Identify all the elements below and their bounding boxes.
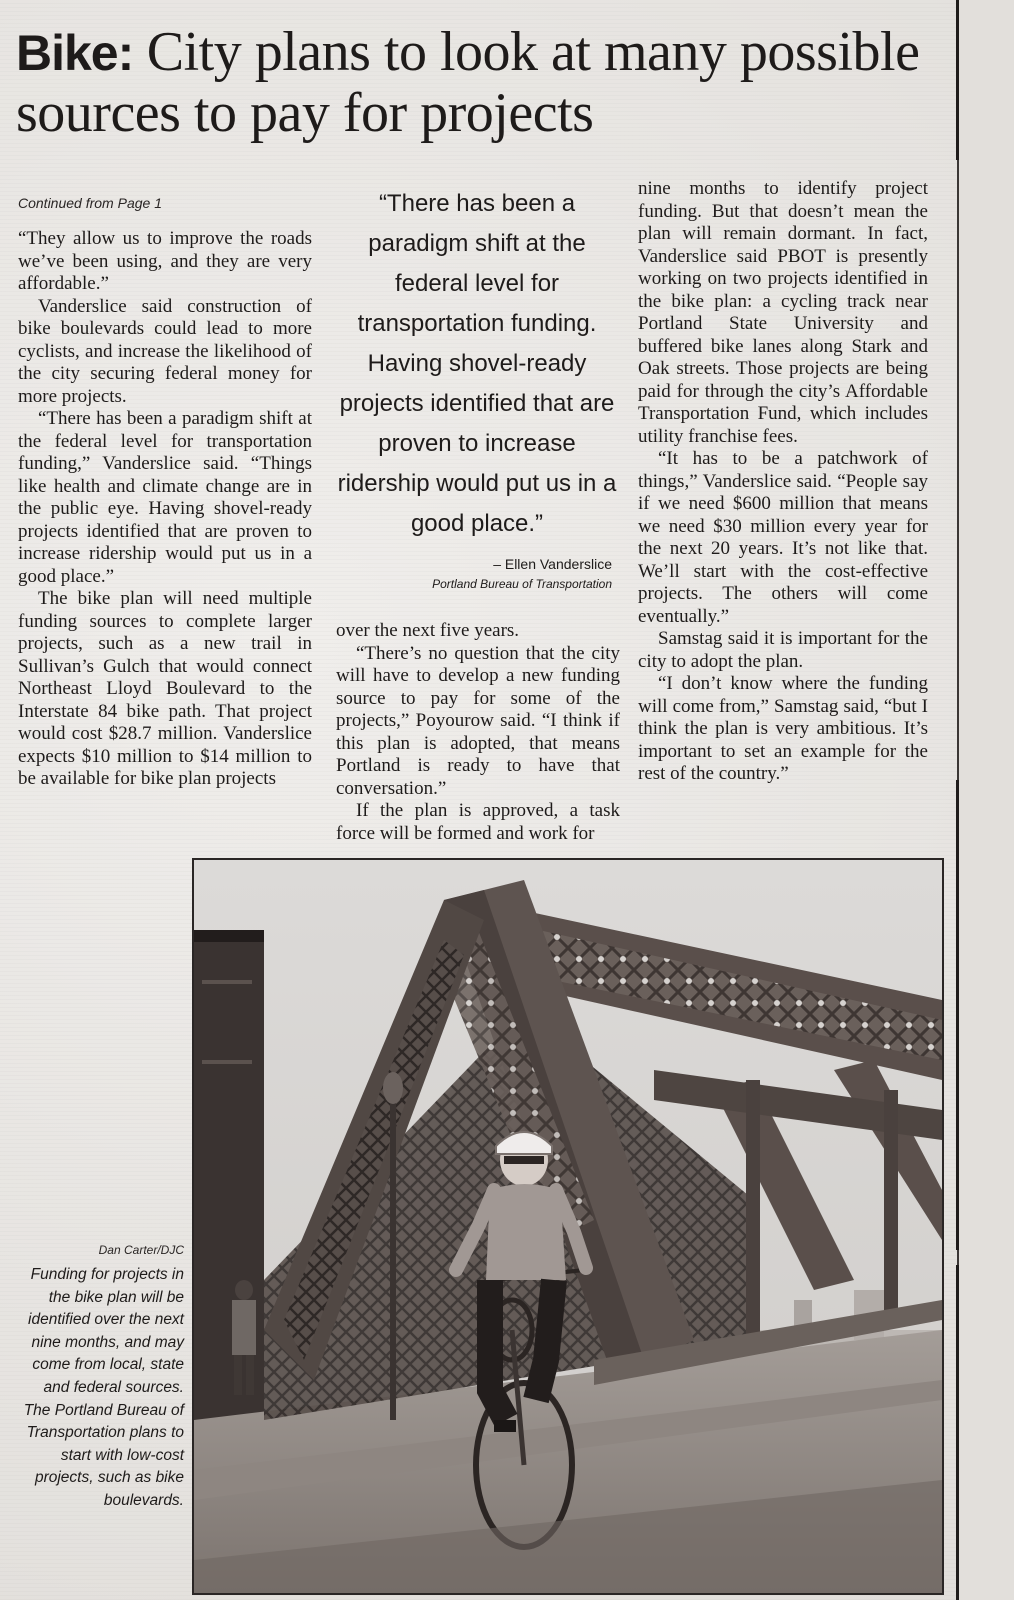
paragraph: “There’s no question that the city will have to develop a new funding source to pay for some of the projects,” Poyourow said. “I think if this plan is adopted, that means Portland is ready to have that conversation.” [336,642,620,799]
pull-quote-org: Portland Bureau of Transportation [432,577,612,591]
bridge-cyclist-photo [192,858,944,1595]
paragraph: “I don’t know where the funding will come from,” Samstag said, “but I think the plan is very ambitious. It’s important to set an example for the rest of the country.” [638,673,928,784]
pull-quote: “There has been a paradigm shift at the federal level for transportation funding. Having shovel-ready projects identified that are proven to increase ridership would put us in a good place.” [337,190,617,537]
headline [16,22,936,143]
column-rule [956,0,959,160]
headline-text: City plans to look at many possible sources to pay for projects [16,21,920,144]
paragraph: Vanderslice said construction of bike boulevards could lead to more cyclists, and increase the likelihood of the city securing federal money for more projects. [18,295,312,407]
column-rule [956,780,959,1250]
paragraph: nine months to identify project funding. But that doesn’t mean the plan will remain dormant. In fact, Vanderslice said PBOT is presently working on two projects identified in the bike plan: a cycling track near Portland State University and buffered bike lanes along Stark and Oak streets. Those projects are being paid for through the city’s Affordable Transportation Fund, which includes utility franchise fees. [638,178,928,447]
paragraph: “There has been a paradigm shift at the federal level for transportation funding,” Vanderslice said. “Things like health and climate change are in the public eye. Having shovel-ready projects identified that are proven to increase ridership would put us in a good place.” [18,408,312,587]
continued-from-label: Continued from Page 1 [18,195,162,211]
paragraph: If the plan is approved, a task force will be formed and work for [336,800,620,844]
paragraph: “It has to be a patchwork of things,” Vanderslice said. “People say if we need $600 million that means we need $30 million every year for the next 20 years. It’s not like that. We’ll start with the cost-effective projects. The others will come eventually.” [638,448,928,627]
paragraph: The bike plan will need multiple funding sources to complete larger projects, such as a new trail in Sullivan’s Gulch that would connect Northeast Lloyd Boulevard to the Interstate 84 bike path. That project would cost $28.7 million. Vanderslice expects $10 million to $14 million to be available for bike plan projects [18,588,312,789]
pull-quote-name: – Ellen Vanderslice [493,556,612,572]
article-column-3 [638,178,928,786]
column-rule [956,1265,959,1600]
photo-illustration [194,860,942,1593]
paragraph: over the next five years. [336,620,520,641]
paragraph: Samstag said it is important for the city to adopt the plan. [638,628,928,672]
article-column-2 [336,620,620,845]
photo-credit: Dan Carter/DJC [98,1243,184,1257]
photo-caption: Funding for projects in the bike plan will be identified over the next nine months, and may come from local, state and federal sources. The Portland Bureau of Transportation plans to start with low-cost projects, such as bike boulevards. [23,1266,184,1509]
adjacent-page-edge [957,0,1014,1600]
article-column-1 [18,228,312,791]
headline-kicker: Bike: [16,25,134,81]
pull-quote-attribution [322,554,612,594]
paragraph: “They allow us to improve the roads we’ve been using, and they are very affordable.” [18,228,312,294]
